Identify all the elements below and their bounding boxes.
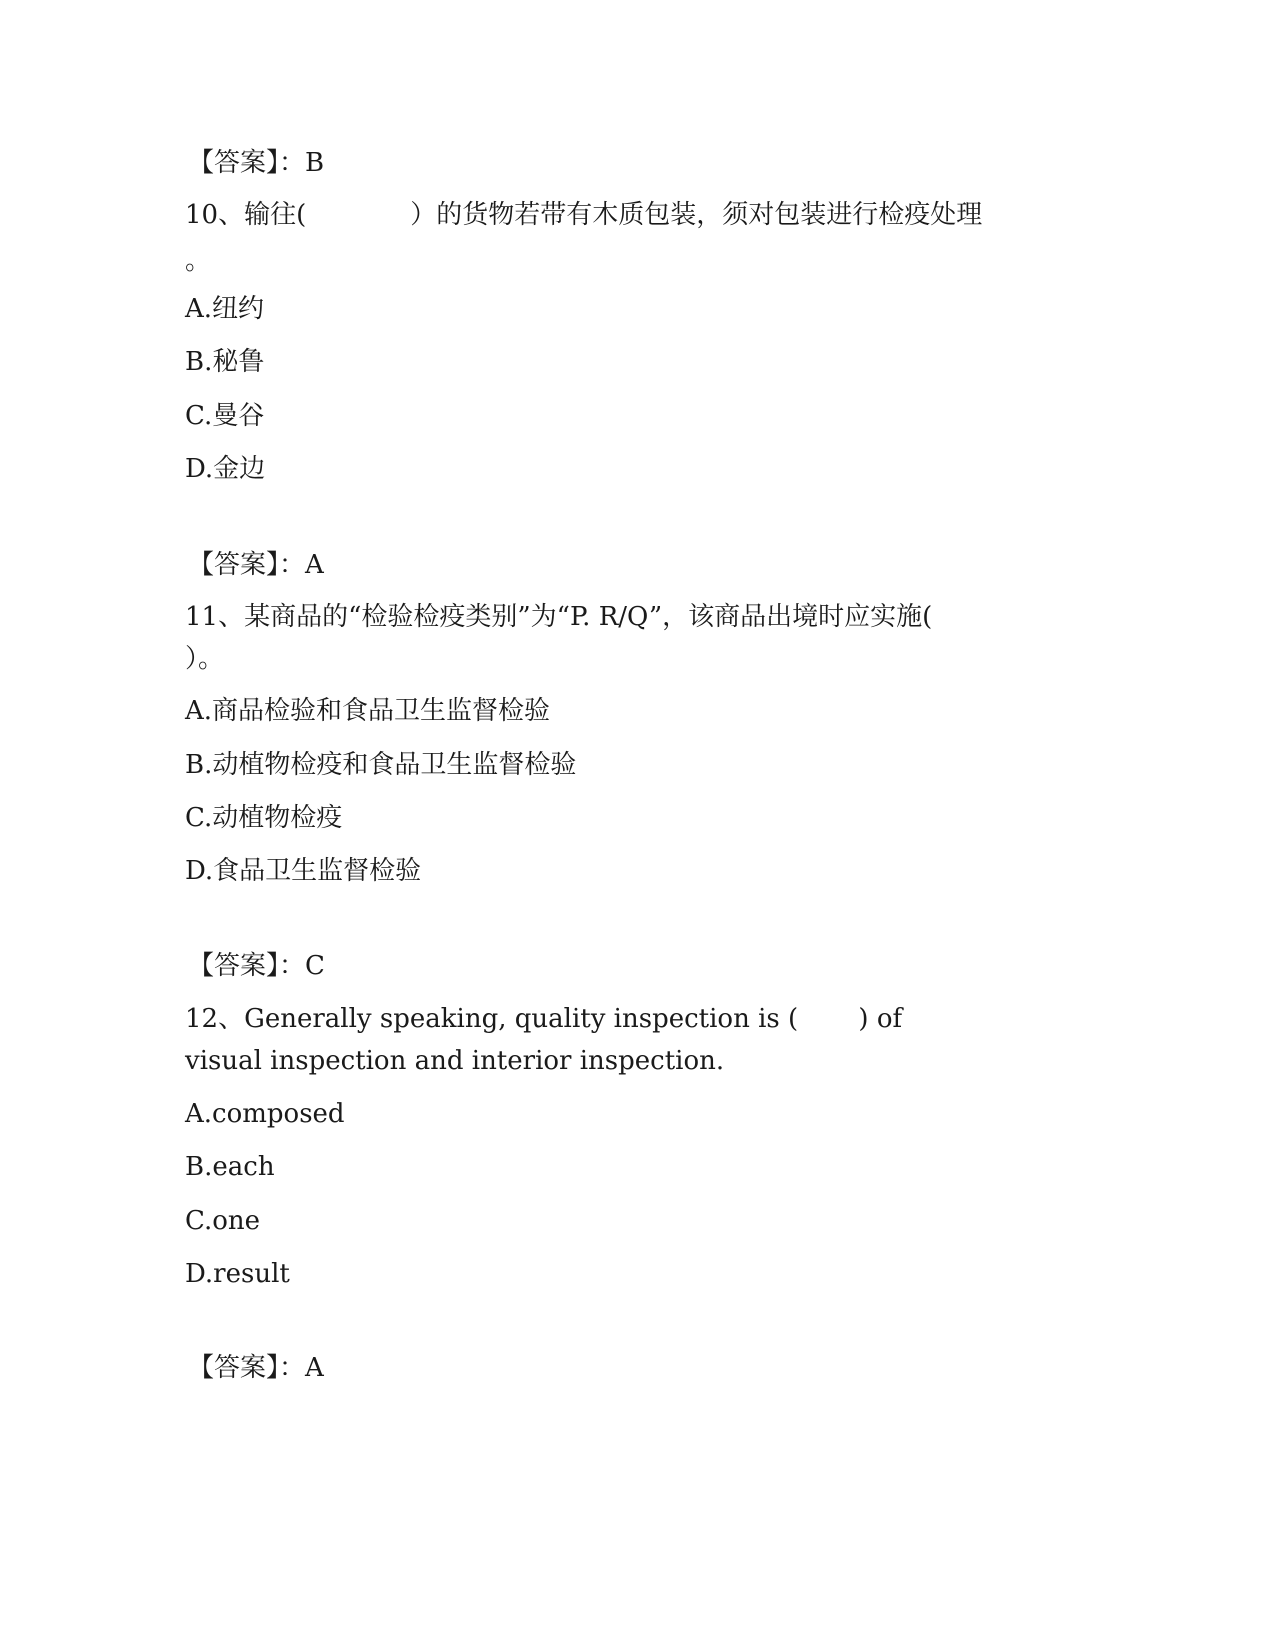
question-12-option-d: D.result (185, 1259, 290, 1289)
question-10-stem-line-1: 10、输往( ）的货物若带有木质包装，须对包装进行检疫处理 (185, 200, 983, 230)
question-10-answer: 【答案】：A (188, 550, 324, 580)
question-10-option-a: A.纽约 (185, 294, 265, 324)
question-11-answer: 【答案】：C (188, 951, 325, 981)
question-12-option-c: C.one (185, 1206, 261, 1236)
answer-previous: 【答案】：B (188, 148, 325, 178)
question-11-option-b: B.动植物检疫和食品卫生监督检验 (185, 750, 577, 780)
question-12-answer: 【答案】：A (188, 1353, 324, 1383)
question-12-option-b: B.each (185, 1152, 275, 1182)
question-10-option-d: D.金边 (185, 454, 266, 484)
question-10-stem-line-2: 。 (185, 246, 212, 276)
question-11-option-c: C.动植物检疫 (185, 803, 343, 833)
question-12-option-a: A.composed (185, 1099, 345, 1129)
question-12-stem-line-2: visual inspection and interior inspection. (185, 1046, 725, 1076)
question-11-stem-line-1: 11、某商品的“检验检疫类别”为“P. R/Q”，该商品出境时应实施( (185, 602, 933, 632)
question-11-stem-line-2: ）。 (185, 644, 225, 674)
question-10-option-b: B.秘鲁 (185, 347, 265, 377)
question-10-option-c: C.曼谷 (185, 401, 265, 431)
question-12-stem-line-1: 12、Generally speaking, quality inspection is ( ) of (185, 1004, 903, 1034)
question-11-option-a: A.商品检验和食品卫生监督检验 (185, 696, 551, 726)
question-11-option-d: D.食品卫生监督检验 (185, 856, 422, 886)
